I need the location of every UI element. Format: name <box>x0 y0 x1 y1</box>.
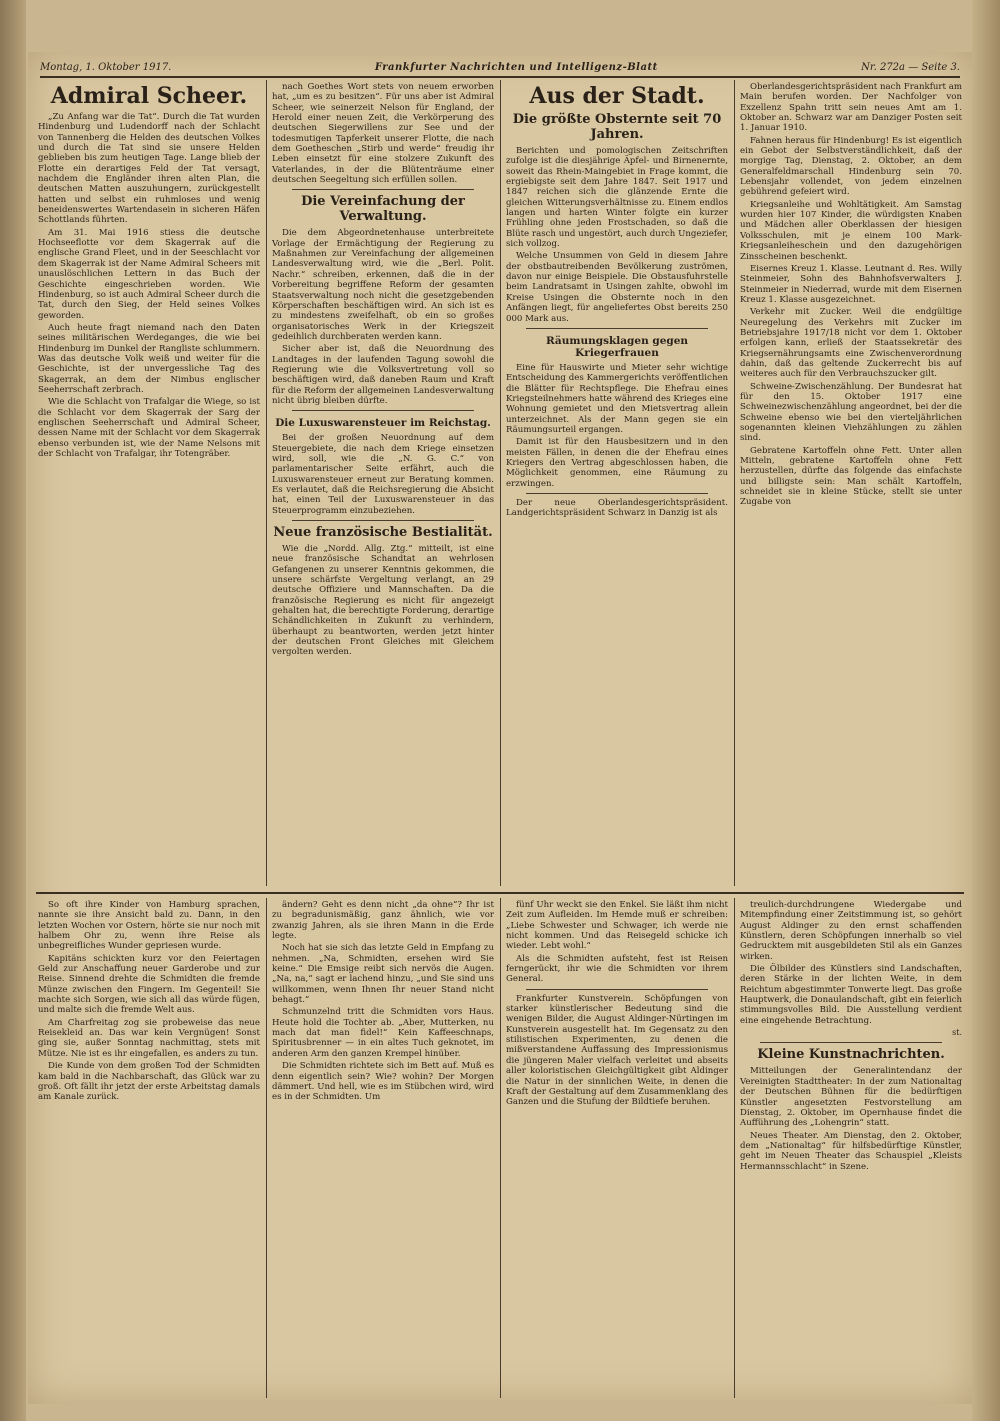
article-paragraph: „Zu Anfang war die Tat“. Durch die Tat wurden Hindenburg und Ludendorff nach der Schlacht von Tannenberg die Helden des deutschen Volkes und durch die Tat sind sie unsere Helden geblieben bis zum heutigen Tage. Lange blieb der Flotte ein derartiges Feld der Tat versagt, nachdem die Engländer ihren alten Plan, die deutschen Matten auszuhungern, zurückgestellt hatten und selbst ein ruhmloses und wenig beneidenswertes Wartendasein in sicheren Häfen Schottlands führten. <box>38 112 260 226</box>
lower-column-2 <box>272 900 494 1400</box>
article-paragraph: Wie die Schlacht von Trafalgar die Wiege, so ist die Schlacht vor dem Skagerrak der Sarg der englischen Seeherrschaft und Admiral Scheer, dessen Name mit der Schlacht vor dem Skagerrak ebenso verbunden ist, wie der Name Nelsons mit der Schlacht von Trafalgar, ihr Totengräber. <box>38 397 260 459</box>
column-divider <box>500 80 501 886</box>
article-heading-obsternte: Die größte Obsternte seit 70 Jahren. <box>512 112 722 142</box>
feuilleton-divider <box>36 892 964 894</box>
story-paragraph: Kapitäns schickten kurz vor den Feiertagen Geld zur Anschaffung neuer Garderobe und zur Reise. Sinnend drehte die Schmidten die fremde Münze zwischen den Fingern. Im Gegenteil! Sie machte sich Sorgen, wie sich all das würde fügen, und malte sich die fremde Welt aus. <box>38 953 260 1016</box>
column-divider <box>266 80 267 886</box>
column-divider <box>266 898 267 1398</box>
masthead-page-number: Nr. 272a — Seite 3. <box>861 61 960 73</box>
story-paragraph: Als die Schmidten aufsteht, fest ist Reisen ferngerückt, ihr wie die Schmidten vor ihrem General. <box>506 953 728 985</box>
article-paragraph: treulich-durchdrungene Wiedergabe und Mitempfindung einer Zeitstimmung ist, so gehört August Aldinger zu den ernst schaffenden Künstlern, deren Schöpfungen innerhalb so viel Gedrucktem mit ausgebildeten Stil als ein Ganzes wirken. <box>740 900 962 962</box>
lower-column-4 <box>740 900 962 1400</box>
story-paragraph: So oft ihre Kinder von Hamburg sprachen, nannte sie ihre Ansicht bald zu. Dann, in den letzten Wochen vor Ostern, hörte sie nur noch mit halbem Ohr zu, wenn ihre Reise als unbegreifliches Wunder gepriesen wurde. <box>38 900 260 952</box>
section-rule <box>526 493 708 494</box>
lower-column-1 <box>38 900 260 1400</box>
article-paragraph: Die Ölbilder des Künstlers sind Landschaften, deren Stärke in der lichten Weite, in dem Reichtum abgestimmter Tonwerte liegt. Das große Hauptwerk, die Donaulandschaft, gibt ein feierlich stimmungsvolles Bild. Die Ausstellung verdient eine eingehende Betrachtung. <box>740 964 962 1026</box>
article-paragraph: nach Goethes Wort stets von neuem erworben hat, „um es zu besitzen“. Für uns aber ist Admiral Scheer, wie seinerzeit Nelson für England, der Herold einer neuen Zeit, die Verkörperung des deutschen Siegerwillens zur See und der todesmutigen Tapferkeit unserer Flotte, die nach dem Goetheschen „Stirb und werde“ freudig ihr Leben einsetzt für eine stolzere Zukunft des Vaterlandes, in der die Blütenträume einer deutschen Seegeltung sich erfüllen sollen. <box>272 82 494 186</box>
newspaper-page <box>28 52 972 1404</box>
article-paragraph: Der neue Oberlandesgerichtspräsident. Landgerichtspräsident Schwarz in Danzig ist als <box>506 497 728 519</box>
section-rule <box>292 520 474 521</box>
article-paragraph: Verkehr mit Zucker. Weil die endgültige Neuregelung des Verkehrs mit Zucker im Betriebsjahre 1917/18 nicht vor dem 1. Oktober erfolgen kann, erließ der Staatssekretär des Kriegsernährungsamts eine Zwischenverordnung dahin, daß das geltende Zuckerrecht bis auf weiteres auch für den Verbrauchszucker gilt. <box>740 307 962 380</box>
story-paragraph: Schmunzelnd tritt die Schmidten vors Haus. Heute hold die Tochter ab. „Aber, Mutterken, nu mach dat man fidel!“ Kein Kaffeeschnaps, Spiritusbrenner — in ein altes Tuch geknotet, im anderen Arm den ganzen Krempel hinüber. <box>272 1007 494 1059</box>
section-rule <box>760 1042 942 1043</box>
lower-column-3 <box>506 900 728 1400</box>
section-rule <box>526 328 708 329</box>
section-heading-aus-der-stadt: Aus der Stadt. <box>529 83 705 109</box>
story-paragraph: Noch hat sie sich das letzte Geld in Empfang zu nehmen. „Na, Schmidten, ersehen wird Sie keine.“ Die Emsige reibt sich nervös die Augen. „Na, na,“ sagt er lachend hinzu, „und Sie sind uns willkommen, wenn Ihnen Ihr neuer Stand nicht behagt.“ <box>272 943 494 1006</box>
right-page-edge <box>972 0 1000 1421</box>
article-paragraph: Mitteilungen der Generalintendanz der Vereinigten Stadttheater: In der zum Nationaltag der Deutschen Bühnen für die bedürftigen Künstler angesetzten Festvorstellung am Dienstag, 2. Oktober, im Opernhause findet die Aufführung des „Lohengrin“ statt. <box>740 1066 962 1129</box>
article-paragraph: Kriegsanleihe und Wohltätigkeit. Am Samstag wurden hier 107 Kinder, die würdigsten Knaben und Mädchen aller Oberklassen der hiesigen Volksschulen, mit je einem 100 Mark-Kriegsanleiheschein und den dazugehörigen Zinsscheinen beschenkt. <box>740 199 962 262</box>
article-paragraph: Oberlandesgerichtspräsident nach Frankfurt am Main berufen worden. Der Nachfolger von Exzellenz Spahn tritt sein neues Amt am 1. Oktober an. Schwarz war am Danziger Posten seit 1. Januar 1910. <box>740 82 962 134</box>
article-paragraph: Eine für Hauswirte und Mieter sehr wichtige Entscheidung des Kammergerichts veröffentlichen die Blätter für Rechtspflege. Die Ehefrau eines Kriegsteilnehmers hatte während des Krieges eine Wohnung gemietet und den Mietsvertrag allein unterzeichnet. Als der Mann gegen sie ein Räumungsurteil ergangen. <box>506 362 728 435</box>
article-paragraph: Am 31. Mai 1916 stiess die deutsche Hochseeflotte vor dem Skagerrak auf die englische Grand Fleet, und in der Seeschlacht vor dem Skagerrak ist der Name Admiral Scheers mit unauslöschlichen Lettern in das Buch der Geschichte eingeschrieben worden. Wie Hindenburg, so ist auch Admiral Scheer durch die Tat, durch den Sieg, der Held seines Volkes geworden. <box>38 227 260 321</box>
article-heading-kunstnachrichten: Kleine Kunstnachrichten. <box>757 1047 945 1063</box>
article-paragraph: Auch heute fragt niemand nach den Daten seines militärischen Werdeganges, die wie bei Hindenburg im Dunkel der Rangliste schlummern. Was das deutsche Volk weiß und weiter für die Geschichte, ist der unvergessliche Tag des Skagerrak, an dem der Nimbus englischer Seeherrschaft zerbrach. <box>38 322 260 395</box>
column-divider <box>500 898 501 1398</box>
article-paragraph: Sicher aber ist, daß die Neuordnung des Landtages in der laufenden Tagung sowohl die Regierung wie die Volksvertretung voll so beschäftigen wird, daß daneben Raum und Kraft für die Reform der allgemeinen Landesverwaltung nicht übrig bleiben dürfte. <box>272 344 494 406</box>
column-divider <box>734 80 735 886</box>
article-paragraph: Fahnen heraus für Hindenburg! Es ist eigentlich ein Gebot der Selbstverständlichkeit, daß der morgige Tag, Dienstag, 2. Oktober, an dem Generalfeldmarschall Hindenburg sein 70. Lebensjahr vollendet, von jedem einzelnen gebührend gefeiert wird. <box>740 135 962 198</box>
column-1 <box>38 82 260 882</box>
article-paragraph: Frankfurter Kunstverein. Schöpfungen von starker künstlerischer Bedeutung sind die wenigen Bilder, die August Aldinger-Nürtingen im Kunstverein ausgestellt hat. Im Gegensatz zu den stilistischen Experimenten, zu denen die mißverstandene Auffassung des Impressionismus die jüngeren Maler vielfach verleitet und abseits aller koloristischen Gleichgültigkeit gibt Aldinger die Natur in der sinnlichen Weite, in denen die Kraft der Gestaltung auf dem Zusammenklang des Ganzen und die Stufung der Bildtiefe beruhen. <box>506 993 728 1108</box>
article-paragraph: Berichten und pomologischen Zeitschriften zufolge ist die diesjährige Äpfel- und Birnenernte, soweit das Rhein-Maingebiet in Frage kommt, die ergiebigste seit dem Jahre 1847. Seit 1917 und 1847 reichen sich die glänzende Ernte die gleichen Witterungsverhältnisse zu. Einem endlos langen und harten Winter folgte ein kurzer Frühling ohne jeden Frostschaden, so daß die Blüte rasch und ungestört, auch durch Ungeziefer, sich vollzog. <box>506 146 728 250</box>
article-paragraph: Welche Unsummen von Geld in diesem Jahre der obstbautreibenden Bevölkerung zuströmen, davon nur einige Beispiele. Die Obstausfuhrstelle beim Landratsamt in Usingen zahlte, obwohl im Kreise Usingen die Obsternte noch in den Anfängen liegt, für angeliefertes Obst bereits 250 000 Mark aus. <box>506 251 728 324</box>
column-divider <box>734 898 735 1398</box>
section-rule <box>292 189 474 190</box>
story-paragraph: Am Charfreitag zog sie probeweise das neue Reisekleid an. Das war kein Vergnügen! Sonst ging sie, außer Sonntag nachmittag, stets mit Mütze. Nie ist es ihr eingefallen, es anders zu tun. <box>38 1017 260 1059</box>
article-paragraph: Neues Theater. Am Dienstag, den 2. Oktober, dem „Nationaltag“ für hilfsbedürftige Künstler, geht im Neuen Theater das Schauspiel „Kleists Hermannsschlacht“ in Szene. <box>740 1130 962 1172</box>
article-paragraph: Eisernes Kreuz 1. Klasse. Leutnant d. Res. Willy Steinmeier, Sohn des Bahnhofsverwalters J. Steinmeier in Niederrad, wurde mit dem Eisernen Kreuz 1. Klasse ausgezeichnet. <box>740 263 962 305</box>
article-paragraph: Gebratene Kartoffeln ohne Fett. Unter allen Mitteln, gebratene Kartoffeln ohne Fett herzustellen, dürfte das folgende das einfachste und billigste sein: Man schält Kartoffeln, schneidet sie in kleine Stücke, stellt sie unter Zugabe von <box>740 445 962 508</box>
left-page-edge <box>0 0 26 1421</box>
article-heading-luxuswarensteuer: Die Luxuswarensteuer im Reichstag. <box>275 417 491 430</box>
column-2 <box>272 82 494 882</box>
article-paragraph: Bei der großen Neuordnung auf dem Steuergebiete, die nach dem Kriege einsetzen wird, soll, wie die „N. G. C.“ von parlamentarischer Seite erfährt, auch die Luxuswarensteuer erneut zur Beratung kommen. Es verlautet, daß die Reichsregierung die Absicht hat, einen Teil der Luxuswarensteuer in das Steuerprogramm einzubeziehen. <box>272 433 494 516</box>
article-paragraph: Schweine-Zwischenzählung. Der Bundesrat hat für den 15. Oktober 1917 eine Schweinezwischenzählung angeordnet, bei der die Schweine ebenso wie bei den vierteljährlichen sogenannten kleinen Viehzählungen zu zählen sind. <box>740 381 962 444</box>
column-4 <box>740 82 962 882</box>
article-heading-raeumungsklagen: Räumungsklagen gegen Kriegerfrauen <box>545 334 689 359</box>
story-paragraph: fünf Uhr weckt sie den Enkel. Sie läßt ihm nicht Zeit zum Aufleiden. Im Hemde muß er schreiben: „Liebe Schwester und Schwager, ich werde nie nicht kommen. Und das Reisegeld schicke ich wieder. Lebt wohl.“ <box>506 900 728 952</box>
article-heading-bestialitaet: Neue französische Bestialität. <box>273 525 493 541</box>
article-paragraph: Wie die „Nordd. Allg. Ztg.“ mitteilt, ist eine neue französische Schandtat an wehrlosen Gefangenen zu unserer Kenntnis gekommen, die unsere schärfste Vergeltung verlangt, an 29 deutsche Offiziere und Mannschaften. Da die französische Regierung es nicht für angezeigt gehalten hat, die berechtigte Forderung, derartige Schändlichkeiten in Zukunft zu verhindern, überhaupt zu beantworten, werden jetzt hinter der deutschen Front Gleiches mit Gleichem vergolten werden. <box>272 544 494 658</box>
article-heading-verwaltung: Die Vereinfachung der Verwaltung. <box>301 194 465 225</box>
story-paragraph: Die Schmidten richtete sich im Bett auf. Muß es denn eigentlich sein? Wie? wohin? Der Morgen dämmert. Und hell, wie es im Stübchen wird, wird es in der Schmidten. Um <box>272 1061 494 1103</box>
column-3 <box>506 82 728 882</box>
masthead-title: Frankfurter Nachrichten und Intelligenz-Blatt <box>374 61 658 73</box>
article-paragraph: Damit ist für den Hausbesitzern und in den meisten Fällen, in denen die der Ehefrau eines Kriegers den Vertrag abgeschlossen haben, die Möglichkeit genommen, eine Räumung zu erzwingen. <box>506 437 728 489</box>
masthead-date: Montag, 1. Oktober 1917. <box>40 61 172 73</box>
article-heading-admiral-scheer: Admiral Scheer. <box>50 83 248 109</box>
section-rule <box>526 989 708 990</box>
masthead <box>40 58 960 78</box>
section-rule <box>292 410 474 411</box>
article-paragraph: Die dem Abgeordnetenhause unterbreitete Vorlage der Ermächtigung der Regierung zu Maßnahmen zur Vereinfachung der allgemeinen Landesverwaltung wird, wie die „Berl. Polit. Nachr.“ schreiben, erkennen, daß die in der Vorbereitung begriffene Reform der gesamten Staatsverwaltung noch nicht die gesetzgebenden Körperschaften beschäftigen wird. An sich ist es zu mindestens zweifelhaft, ob ein so großes organisatorisches Werk in der Kriegszeit gedeihlich durchberaten werden kann. <box>272 228 494 342</box>
story-paragraph: Die Kunde von dem großen Tod der Schmidten kam bald in die Nachbarschaft, das Glück war zu groß. Oft fällt ihr jetzt der erste Arbeitstag damals am Kanale zurück. <box>38 1061 260 1103</box>
article-signature: st. <box>952 1028 962 1038</box>
story-paragraph: ändern? Geht es denn nicht „da ohne“? Ihr ist zu begradunismäßig, ganz ähnlich, wie vor zwanzig Jahren, als sie ihren Mann in die Erde legte. <box>272 900 494 942</box>
